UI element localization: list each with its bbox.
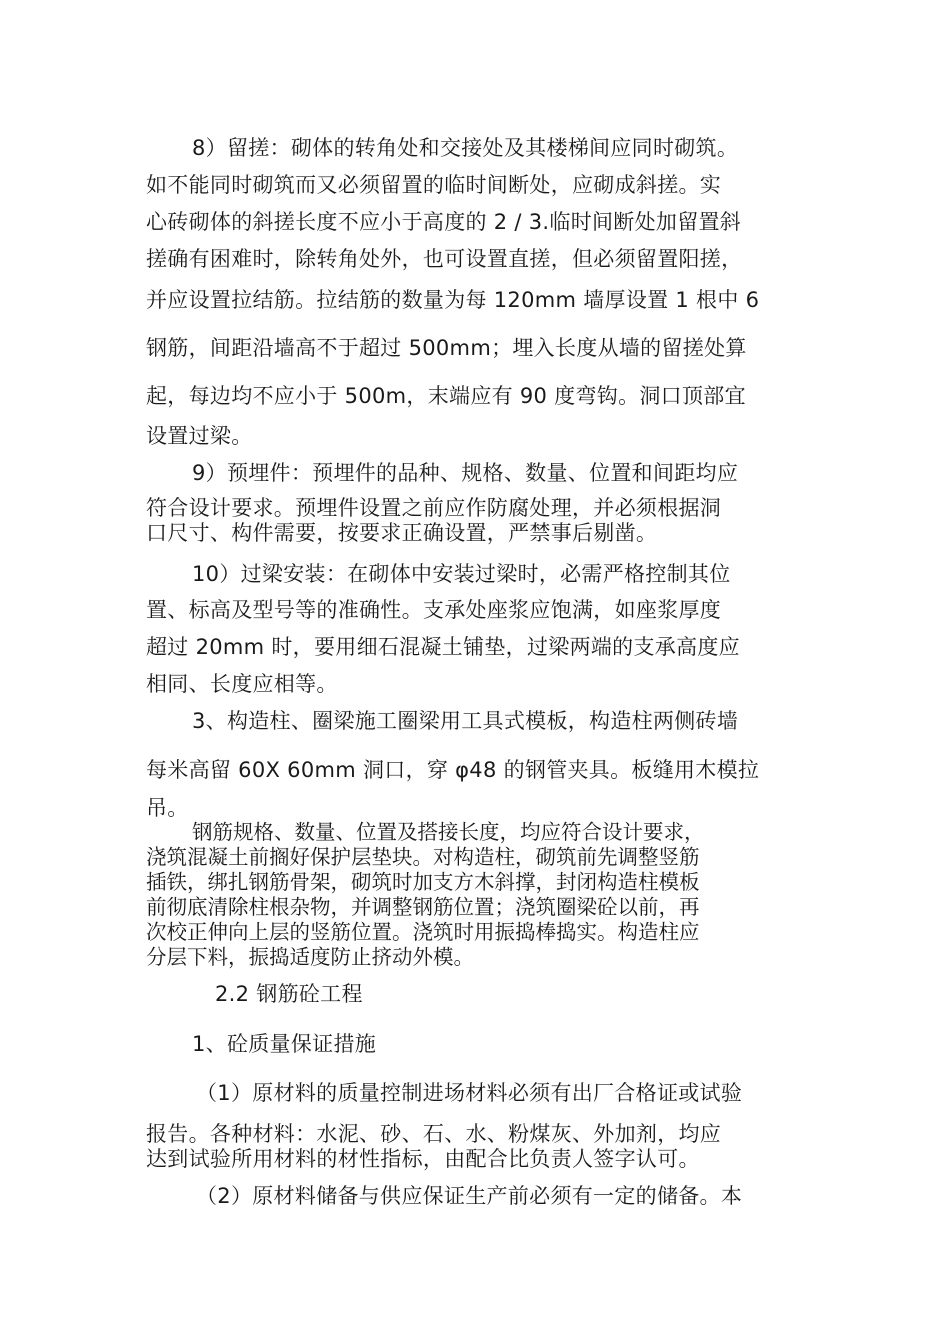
text-line: （2）原材料储备与供应保证生产前必须有一定的储备。本 <box>196 1184 743 1208</box>
text-line: 报告。各种材料：水泥、砂、石、水、粉煤灰、外加剂，均应 <box>146 1122 722 1146</box>
text-line: 心砖砌体的斜搓长度不应小于高度的 2 / 3.临时间断处加留置斜 <box>146 210 742 234</box>
text-line: 相同、长度应相等。 <box>146 672 338 696</box>
text-line: 3、构造柱、圈梁施工圈梁用工具式模板，构造柱两侧砖墙 <box>192 709 739 733</box>
text-line: 并应设置拉结筋。拉结筋的数量为每 120mm 墙厚设置 1 根中 6 <box>146 288 760 312</box>
text-line: 分层下料，振捣适度防止挤动外模。 <box>146 945 474 969</box>
text-line: 每米高留 60X 60mm 洞口，穿 φ48 的钢管夹具。板缝用木模拉 <box>146 758 760 782</box>
text-line: 设置过梁。 <box>146 424 253 448</box>
text-line: 搓确有困难时，除转角处外，也可设置直搓，但必须留置阳搓， <box>146 247 743 271</box>
text-line: 符合设计要求。预埋件设置之前应作防腐处理，并必须根据洞 <box>146 496 722 520</box>
text-line: 插铁，绑扎钢筋骨架，砌筑时加支方木斜撑，封闭构造柱模板 <box>146 870 700 894</box>
text-line: 达到试验所用材料的材性指标，由配合比负责人签字认可。 <box>146 1147 700 1171</box>
text-line: 前彻底清除柱根杂物，并调整钢筋位置；浇筑圈梁砼以前，再 <box>146 895 700 919</box>
text-line: 如不能同时砌筑而又必须留置的临时间断处，应砌成斜搓。实 <box>146 173 722 197</box>
text-line: 10）过梁安装：在砌体中安装过梁时，必需严格控制其位 <box>192 562 731 586</box>
text-line: 9）预埋件：预埋件的品种、规格、数量、位置和间距均应 <box>192 461 739 485</box>
text-line: 置、标高及型号等的准确性。支承处座浆应饱满，如座浆厚度 <box>146 598 722 622</box>
text-line: 浇筑混凝土前搁好保护层垫块。对构造柱，砌筑前先调整竖筋 <box>146 845 700 869</box>
subsection-heading: 1、砼质量保证措施 <box>192 1032 377 1056</box>
text-line: 口尺寸、构件需要，按要求正确设置，严禁事后剔凿。 <box>146 521 658 545</box>
text-line: 吊。 <box>146 796 189 820</box>
section-heading: 2.2 钢筋砼工程 <box>215 982 363 1006</box>
text-line: 钢筋规格、数量、位置及搭接长度，均应符合设计要求， <box>192 820 705 844</box>
text-line: 8）留搓：砌体的转角处和交接处及其楼梯间应同时砌筑。 <box>192 136 739 160</box>
text-line: 超过 20mm 时，要用细石混凝土铺垫，过梁两端的支承高度应 <box>146 635 740 659</box>
text-line: 起，每边均不应小于 500m，末端应有 90 度弯钩。洞口顶部宜 <box>146 384 746 408</box>
text-line: （1）原材料的质量控制进场材料必须有出厂合格证或试验 <box>196 1081 743 1105</box>
text-line: 次校正伸向上层的竖筋位置。浇筑时用振捣棒捣实。构造柱应 <box>146 920 700 944</box>
text-line: 钢筋，间距沿墙高不于超过 500mm；埋入长度从墙的留搓处算 <box>146 336 747 360</box>
